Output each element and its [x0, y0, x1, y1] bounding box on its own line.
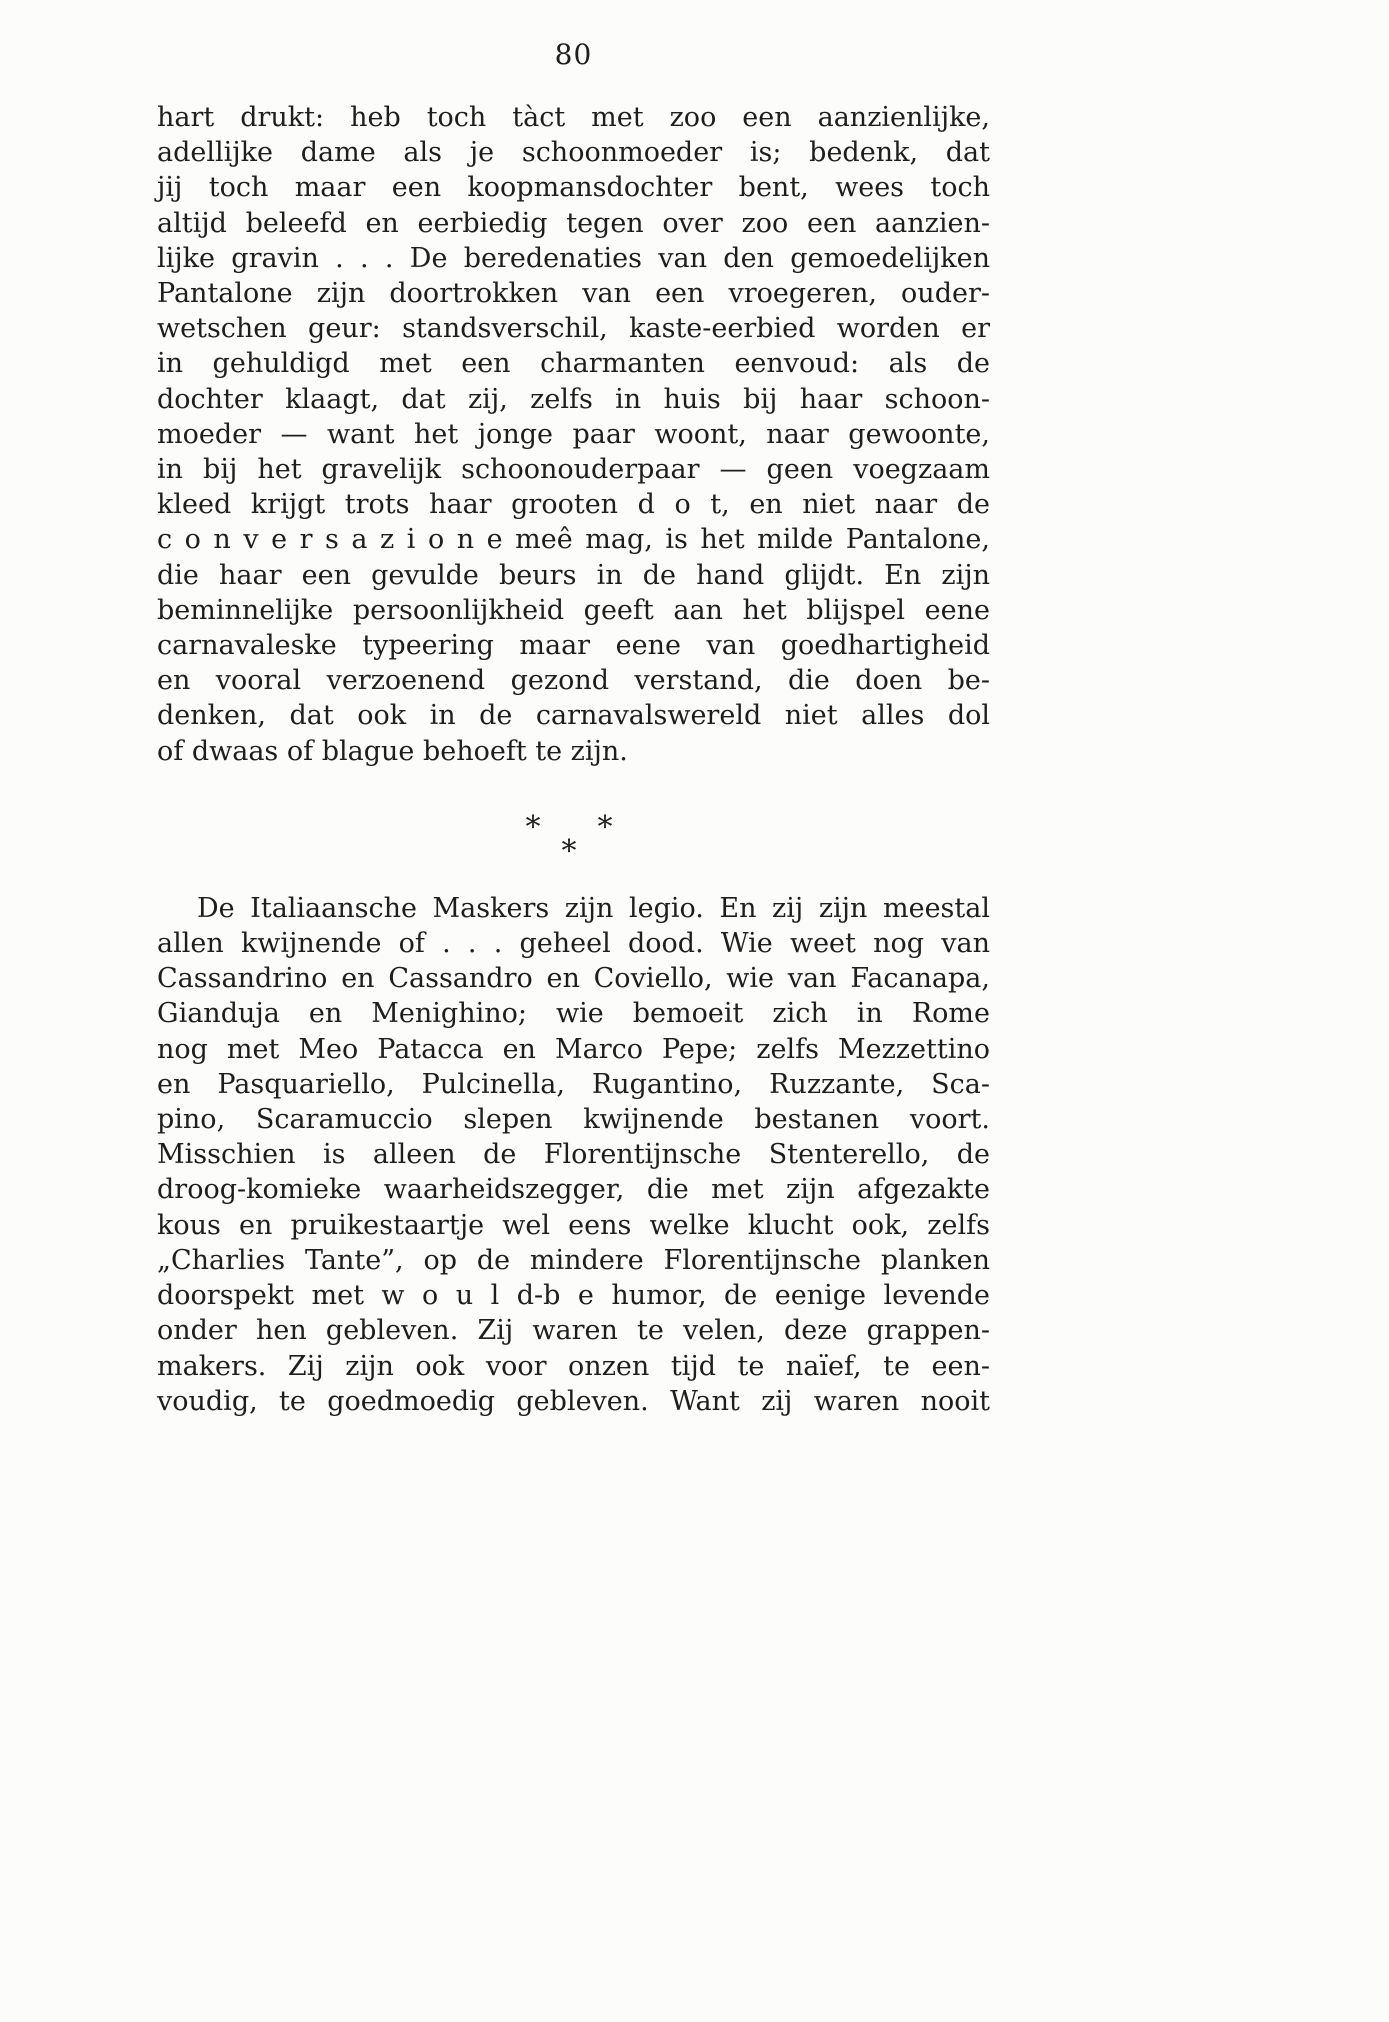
text-line: Cassandrino en Cassandro en Coviello, wie van Facanapa, — [157, 963, 990, 995]
text-line: nog met Meo Patacca en Marco Pepe; zelfs Mezzettino — [157, 1033, 990, 1065]
text-line: die haar een gevulde beurs in de hand glijdt. En zijn — [157, 559, 990, 591]
text-line: pino, Scaramuccio slepen kwijnende bestanen voort. — [157, 1104, 990, 1136]
text-line: hart drukt: heb toch tàct met zoo een aanzienlijke, — [157, 102, 990, 133]
text-line: c o n v e r s a z i o n e meê mag, is het milde Pantalone, — [157, 524, 990, 556]
text-line: in bij het gravelijk schoonouderpaar — geen voegzaam — [157, 454, 990, 486]
text-line: doorspekt met w o u l d-b e humor, de eenige levende — [157, 1280, 990, 1312]
text-line: „Charlies Tante”, op de mindere Florentijnsche planken — [157, 1244, 990, 1276]
text-line: voudig, te goedmoedig gebleven. Want zij waren nooit — [157, 1385, 990, 1417]
text-line: kleed krijgt trots haar grooten d o t, en niet naar de — [157, 489, 990, 521]
text-line: en Pasquariello, Pulcinella, Rugantino, Ruzzante, Sca- — [157, 1068, 990, 1100]
text-line: wetschen geur: standsverschil, kaste-eerbied worden er — [157, 313, 990, 345]
text-line: moeder — want het jonge paar woont, naar gewoonte, — [157, 418, 990, 450]
asterisk-icon: * — [561, 833, 577, 869]
text-line: beminnelijke persoonlijkheid geeft aan het blijspel eene — [157, 594, 990, 626]
text-block — [157, 100, 990, 1419]
text-line: Pantalone zijn doortrokken van een vroegeren, ouder- — [157, 278, 990, 310]
text-line: in gehuldigd met een charmanten eenvoud: als de — [157, 348, 990, 380]
section-separator — [526, 811, 622, 873]
text-line: lijke gravin . . . De beredenaties van den gemoedelijken — [157, 242, 990, 274]
text-line: kous en pruikestaartje wel eens welke klucht ook, zelfs — [157, 1209, 990, 1241]
text-line: dochter klaagt, dat zij, zelfs in huis bij haar schoon- — [157, 383, 990, 415]
paragraph-1 — [157, 100, 990, 769]
text-line: adellijke dame als je schoonmoeder is; bedenk, dat — [157, 137, 990, 169]
text-line: denken, dat ook in de carnavalswereld niet alles dol — [157, 700, 990, 732]
page-number: 80 — [554, 38, 593, 71]
text-line: De Italiaansche Maskers zijn legio. En zij zijn meestal — [197, 892, 990, 924]
text-line: droog-komieke waarheidszegger, die met zijn afgezakte — [157, 1174, 990, 1206]
asterisk-icon: * — [597, 809, 613, 845]
text-line: makers. Zij zijn ook voor onzen tijd te naïef, te een- — [157, 1350, 990, 1382]
text-line: Misschien is alleen de Florentijnsche Stenterello, de — [157, 1139, 990, 1171]
text-line: Gianduja en Menighino; wie bemoeit zich in Rome — [157, 998, 990, 1030]
text-line: en vooral verzoenend gezond verstand, die doen be- — [157, 665, 990, 697]
text-line: altijd beleefd en eerbiedig tegen over zoo een aanzien- — [157, 207, 990, 239]
text-line: carnavaleske typeering maar eene van goedhartigheid — [157, 630, 990, 662]
asterisk-icon: * — [525, 809, 541, 845]
text-line: jij toch maar een koopmansdochter bent, wees toch — [157, 172, 990, 204]
paragraph-2 — [157, 891, 990, 1419]
text-line: of dwaas of blague behoeft te zijn. — [157, 735, 628, 767]
text-line: onder hen gebleven. Zij waren te velen, deze grappen- — [157, 1315, 990, 1347]
text-line: allen kwijnende of . . . geheel dood. Wie weet nog van — [157, 928, 990, 960]
